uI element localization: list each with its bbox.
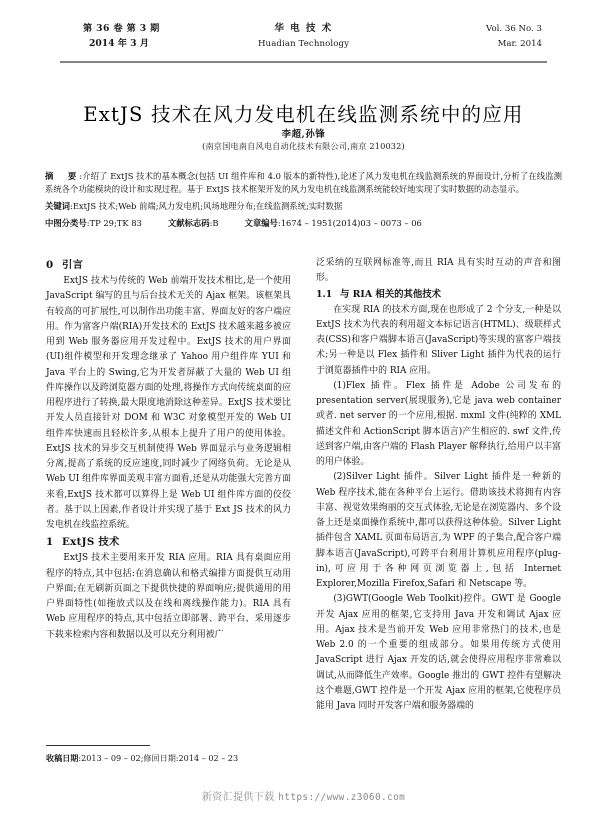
doccode-label: 文献标志码	[167, 217, 210, 228]
body-column-right	[316, 256, 561, 714]
subsection-heading-1-1	[316, 287, 561, 303]
section-number-1: 1	[46, 536, 54, 549]
section-title-0: 引言	[62, 259, 84, 271]
abstract-paragraph	[45, 170, 562, 196]
watermark	[0, 788, 607, 803]
page-title: ExtJS 技术在风力发电机在线监测系统中的应用	[83, 103, 524, 127]
footnote	[46, 752, 296, 764]
classification-row	[45, 217, 562, 230]
doccode-value: :B	[209, 217, 219, 228]
masthead-divider	[60, 61, 547, 63]
article-number-label: 文章编号	[244, 217, 278, 228]
paragraph: ExtJS 技术与传统的 Web 前端开发技术相比,是一个使用 JavaScript 编写的且与后台技术无关的 Ajax 框架。该框架具有较高的可扩展性,可以制作出功能丰富、界面友好的客户端应用。作为富客户端(RIA)开发技术的 ExtJS 技术越来越多被应用到 Web 服务器应用开发过程中。ExtJS 技术的用户界面(UI)组件模型和开发理念继承了 Yahoo 用户组件库 YUI 和 Java 平台上的 Swing,它为开发者屏蔽了大量的 Web UI 组件库操作以及跨浏览器方面的处理,将操作方式向传统桌面的应用程序进行了转换,最大限度地消除这种差异。ExtJS 技术要比开发人员直接针对 DOM 和 W3C 对象模型开发的 Web UI 组件库快速而且轻松许多,从根本上提升了用户的使用体验。ExtJS 技术的异步交互机制使得 Web 界面显示与业务逻辑相分离,提高了系统的反应速度,同时减少了网络负荷。无论是从 Web UI 组件库界面美观丰富方面看,还是从功能强大完善方面来看,ExtJS 技术都可以算得上是 Web UI 组件库方面的佼佼者。基于以上因素,作者设计并实现了基于 Ext JS 技术的风力发电机在线监控系统。	[46, 276, 291, 530]
clc-value: :TP 29;TK 83	[86, 217, 142, 228]
section-title-1: ExtJS 技术	[62, 536, 120, 549]
watermark-url: https://www.z3060.com	[278, 792, 406, 803]
keywords-label: 关键词	[45, 200, 71, 211]
journal-name-cn: 华 电 技 术	[274, 23, 333, 34]
section-heading-1	[46, 534, 291, 551]
affiliation: (南京国电南自风电自动化技术有限公司,南京 210032)	[202, 141, 405, 151]
abstract-text: :介绍了 ExtJS 技术的基本概念(包括 UI 组件库和 4.0 版本的新特性),论述了风力发电机在线监测系统的界面设计,分析了在线监测系统各个功能模块的设计和实现过程。基于 ExtJS 技术框架开发的风力发电机在线监测系统能较好地实现了实时数据的动态显示。	[45, 171, 562, 195]
masthead-left	[83, 22, 160, 51]
watermark-text: 新资汇提供下载	[201, 792, 275, 803]
subsection-number-1-1: 1.1	[316, 288, 333, 300]
masthead-right	[486, 22, 542, 51]
volume-issue-cn: 第 36 卷 第 3 期	[83, 23, 160, 34]
list-item-flex: (1)Flex 插件。Flex 插件是 Adobe 公司发布的 presentation server(展现服务),它是 java web container 或者. net server 的一个应用,根据. mxml 文件(纯粹的 XML 描述文件和 ActionScript 脚本语言)产生相应的. swf 文件,传送到客户端,由客户端的 Flash Player 解释执行,给用户以丰富的用户体验。	[316, 380, 561, 467]
abstract-block	[45, 170, 562, 230]
abstract-label: 摘 要	[45, 171, 80, 181]
paragraph-continued: 泛采纳的互联网标准等,而且 RIA 具有实时互动的声音和图形。	[316, 258, 561, 284]
paragraph: 在实现 RIA 的技术方面,现在也形成了 2 个分支,一种是以 ExtJS 技术为代表的利用超文本标记语言(HTML)、级联样式表(CSS)和客户端脚本语言(JavaScript)等实现的富客户端技术;另一种是以 Flex 插件和 Sliver Light 插件为代表的运行于浏览器插件中的 RIA 应用。	[316, 304, 561, 376]
keywords-text: :ExtJS 技术;Web 前端;风力发电机;风场地理分布;在线监测系统;实时数据	[70, 200, 343, 211]
paragraph: ExtJS 技术主要用来开发 RIA 应用。RIA 具有桌面应用程序的特点,其中包括:在消息确认和格式编排方面提供互动用户界面;在无刷新页面之下提供快捷的界面响应;提供通用的用户界面特性(如拖放式以及在线和离线操作能力)。RIA 具有 Web 应用程序的特点,其中包括立即部署、跨平台、采用逐步下载来检索内容和数据以及可以充分利用被广	[46, 553, 291, 640]
section-heading-0	[46, 257, 291, 274]
received-date-value: :2013 – 09 – 02;修回日期:2014 – 02 – 23	[78, 753, 239, 763]
journal-name-en: Huadian Technology	[257, 38, 350, 49]
issue-date-en: Mar. 2014	[497, 38, 542, 49]
author-list: 李超,孙锋	[281, 129, 326, 140]
body-column-left	[46, 256, 291, 643]
keywords-row	[45, 200, 562, 213]
masthead	[45, 22, 562, 62]
list-item-gwt: (3)GWT(Google Web Toolkit)控件。GWT 是 Google 开发 Ajax 应用的框架,它支持用 Java 开发和调试 Ajax 应用。Ajax 技术是当前开发 Web 应用非常热门的技术,也是 Web 2.0 的一个重要的组成部分。如果用传统方式使用 JavaScript 进行 Ajax 开发的话,就会使得应用程序非常难以调试,从而降低生产效率。Google 推出的 GWT 控件有望解决这个难题,GWT 控件是一个开发 Ajax 应用的框架,它使程序员能用 Java 同时开发客户端和服务器端的	[316, 594, 561, 711]
masthead-center	[258, 22, 349, 51]
clc-label: 中图分类号	[45, 217, 87, 228]
article-number-value: :1674 – 1951(2014)03 – 0073 – 06	[277, 217, 422, 228]
list-item-silverlight: (2)Silver Light 插件。Silver Light 插件是一种新的 Web 程序技术,能在各种平台上运行。借助该技术将拥有内容丰富、视觉效果绚丽的交互式体验,无论是在浏览器内、多个设备上还是桌面操作系统中,都可以获得这种体验。Silver Light 插件包含 XAML 页面布局语言,为 WPF 的子集合,配合客户端脚本语言(JavaScript),可跨平台利用计算机应用程序(plug-in),可应用于各种网页浏览器上,包括 Internet Explorer,Mozilla Firefox,Safari 和 Netscape 等。	[316, 472, 561, 589]
received-date-label: 收稿日期	[46, 753, 79, 763]
section-number-0: 0	[46, 259, 54, 271]
subsection-title-1-1: 与 RIA 相关的其他技术	[340, 288, 441, 300]
volume-issue-en: Vol. 36 No. 3	[486, 24, 542, 34]
issue-date-cn: 2014 年 3 月	[89, 37, 149, 49]
footnote-divider	[46, 745, 150, 746]
